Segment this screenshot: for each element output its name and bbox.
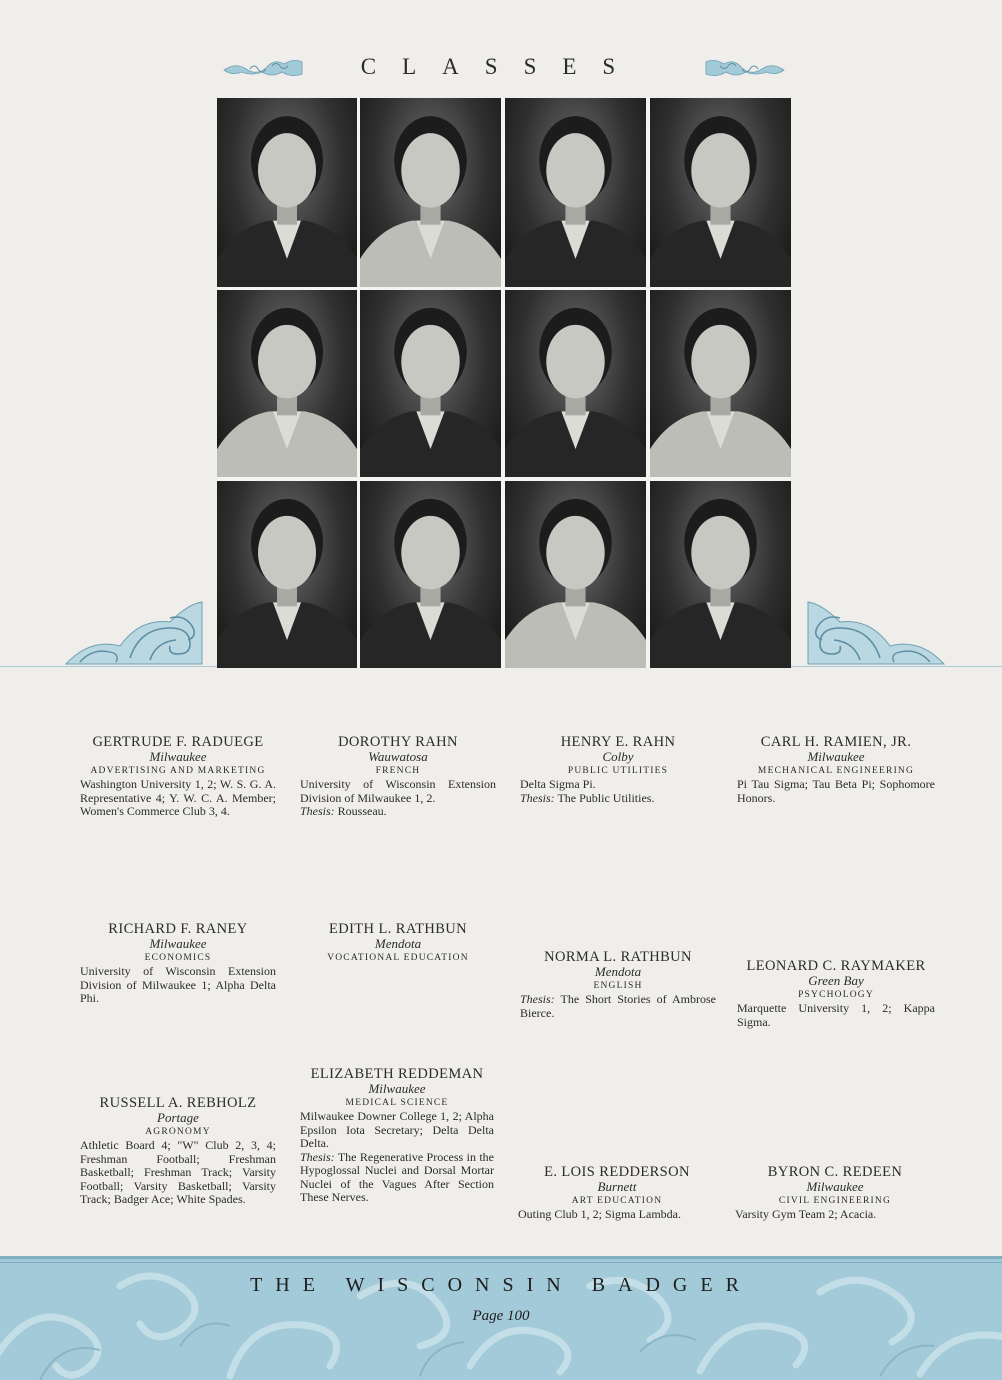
right-header-ornament [704,56,786,78]
entry-hometown: Mendota [374,936,422,951]
entry-henry-rahn [520,734,716,805]
portrait-silhouette [505,98,646,287]
entry-hometown: Milwaukee [149,936,207,951]
portrait-silhouette [505,481,646,668]
entry-department: MECHANICAL ENGINEERING [757,766,915,776]
entry-department: ECONOMICS [144,953,212,963]
portrait-silhouette [360,98,501,287]
entry-record: Washington University 1, 2; W. S. G. A. Representative 4; Y. W. C. A. Member; Women's Commerce Club 3, 4. [80,777,276,818]
entry-name: E. LOIS REDDERSON [544,1164,690,1180]
face [546,325,604,399]
portrait-silhouette [650,481,791,668]
face [401,133,459,207]
portrait-silhouette [217,290,357,477]
entry-hometown: Wauwatosa [368,749,428,764]
entry-thesis [300,1151,494,1205]
page-header [0,52,1002,86]
portrait-silhouette [360,481,501,668]
portrait-grid [217,98,791,668]
face [258,133,316,207]
entry-name: CARL H. RAMIEN, JR. [760,734,912,750]
entry-elizabeth-reddeman [300,1066,494,1205]
entry-hometown: Green Bay [808,973,864,988]
portrait-silhouette [505,290,646,477]
entry-hometown: Colby [602,749,634,764]
entry-name: DOROTHY RAHN [338,734,458,750]
thesis-label: Thesis: [520,790,555,805]
portrait-richard-raney [217,290,357,477]
entry-department: MEDICAL SCIENCE [345,1098,449,1108]
entry-russell-rebholz [80,1095,276,1207]
entry-department: ART EDUCATION [571,1196,663,1206]
thesis-label: Thesis: [520,992,555,1006]
left-scroll-ornament [60,598,206,668]
right-scroll-ornament [804,598,950,668]
entry-thesis [520,993,716,1020]
entry-department: CIVIL ENGINEERING [778,1196,892,1206]
entry-hometown: Milwaukee [368,1081,426,1096]
portrait-silhouette [217,98,357,287]
portrait-russell-rebholz [217,481,357,668]
face [546,133,604,207]
left-rule [0,666,217,667]
entry-name: GERTRUDE F. RADUEGE [92,734,264,750]
portrait-dorothy-rahn [360,98,501,287]
face [691,325,749,399]
entry-name: EDITH L. RATHBUN [328,921,468,937]
face [546,516,604,590]
right-rule [791,666,1002,667]
entry-department: ADVERTISING AND MARKETING [90,766,266,776]
face [258,325,316,399]
entry-record: University of Wisconsin Extension Division of Milwaukee 1; Alpha Delta Phi. [80,964,276,1005]
entry-edith-rathbun [300,921,496,965]
entry-department: ENGLISH [593,981,643,991]
entry-record: Pi Tau Sigma; Tau Beta Pi; Sophomore Honors. [737,777,935,805]
portrait-silhouette [650,98,791,287]
entry-department: VOCATIONAL EDUCATION [327,953,469,963]
thesis-text: The Public Utilities. [557,790,655,805]
portrait-leonard-raymaker [650,290,791,477]
entry-record: Athletic Board 4; "W" Club 2, 3, 4; Freshman Football; Freshman Basketball; Freshman Track; Varsity Football; Varsity Basketball; Varsity Track; Badger Ace; White Spades. [80,1138,276,1206]
portrait-lois-redderson [505,481,646,668]
entry-record: Varsity Gym Team 2; Acacia. [735,1207,877,1221]
entry-department: PUBLIC UTILITIES [567,766,669,776]
entry-name: LEONARD C. RAYMAKER [746,958,926,974]
entry-norma-rathbun [520,949,716,1020]
entry-gertrude-raduege [80,734,276,819]
entry-hometown: Milwaukee [806,1179,864,1194]
left-header-ornament [222,56,304,78]
yearbook-title: THE WISCONSIN BADGER [250,1274,752,1296]
entry-name: RICHARD F. RANEY [108,921,248,937]
thesis-text: The Regenerative Process in the Hypoglossal Nuclei and Dorsal Mortar Nuclei of the Vagues After Section These Nerves. [300,1149,494,1204]
entry-hometown: Milwaukee [807,749,865,764]
entry-name: ELIZABETH REDDEMAN [310,1066,484,1082]
portrait-silhouette [360,290,501,477]
portrait-byron-redeen [650,481,791,668]
thesis-label: Thesis: [300,1149,335,1164]
entry-department: AGRONOMY [145,1127,211,1137]
entry-dorothy-rahn [300,734,496,819]
page-number: Page 100 [472,1308,530,1324]
portrait-henry-rahn [505,98,646,287]
entry-hometown: Milwaukee [149,749,207,764]
entry-lois-redderson [518,1164,716,1222]
entry-name: RUSSELL A. REBHOLZ [99,1095,257,1111]
face [258,516,316,590]
entry-name: NORMA L. RATHBUN [544,949,692,965]
entry-department: PSYCHOLOGY [798,990,874,1000]
thesis-text: The Short Stories of Ambrose Bierce. [520,992,716,1020]
thesis-text: Rousseau. [337,804,387,818]
portrait-elizabeth-reddeman [360,481,501,668]
entry-record: University of Wisconsin Extension Division of Milwaukee 1, 2. [300,777,496,805]
portrait-silhouette [217,481,357,668]
page-title: CLASSES [360,54,642,79]
entry-record: Marquette University 1, 2; Kappa Sigma. [737,1001,935,1029]
face [691,133,749,207]
face [401,325,459,399]
portrait-norma-rathbun [505,290,646,477]
entry-record: Outing Club 1, 2; Sigma Lambda. [518,1207,681,1221]
entry-name: BYRON C. REDEEN [767,1164,903,1180]
thesis-label: Thesis: [300,804,335,818]
portrait-gertrude-raduege [217,98,357,287]
entry-thesis [520,792,716,806]
entry-name: HENRY E. RAHN [560,734,676,750]
entry-thesis [300,805,496,819]
entry-record: Milwaukee Downer College 1, 2; Alpha Epsilon Iota Secretary; Delta Delta Delta. [300,1109,494,1150]
entry-leonard-raymaker [737,958,935,1029]
entry-hometown: Burnett [597,1179,637,1194]
portrait-carl-ramien [650,98,791,287]
entry-department: FRENCH [375,766,421,776]
entry-richard-raney [80,921,276,1006]
entry-carl-ramien [737,734,935,805]
entry-hometown: Mendota [594,964,642,979]
portrait-silhouette [650,290,791,477]
entry-record: Delta Sigma Pi. [520,777,596,791]
face [401,516,459,590]
entry-byron-redeen [735,1164,935,1222]
page-footer [0,1256,1002,1380]
face [691,516,749,590]
portrait-edith-rathbun [360,290,501,477]
entry-hometown: Portage [157,1110,199,1125]
